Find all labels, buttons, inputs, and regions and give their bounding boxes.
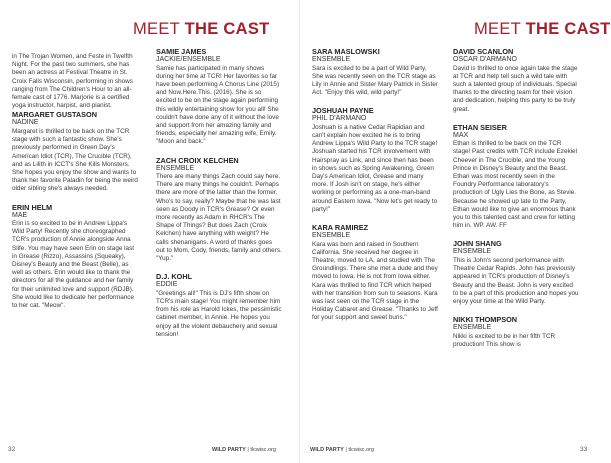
footer-site: tlcwisc.org — [348, 447, 374, 453]
cast-bio: Nikki is excited to be in her fifth TCR production! This show is — [453, 332, 556, 348]
left-column-2 — [156, 47, 282, 348]
cast-name: JOSHUAH PAYNE — [312, 106, 374, 116]
cast-entry — [312, 106, 438, 214]
cast-entry — [453, 123, 579, 231]
footer-separator: | — [247, 447, 249, 453]
cast-entry — [12, 110, 138, 193]
header-meet: MEET — [474, 20, 521, 38]
cast-role: ENSEMBLE — [312, 232, 351, 240]
cast-name: SARA MASLOWSKI — [312, 47, 380, 56]
cast-role: PHIL D'ARMANO — [312, 115, 367, 123]
cast-role: ENSEMBLE — [453, 248, 492, 256]
cast-bio: David is thrilled to once again take the stage at TCR and help tell such a wild tale with such a talented group of individuals. Special thanks to the directing team for their vision and dedication, helping this party to be truly great. — [453, 64, 578, 113]
cast-bio: This is John's second performance with Theatre Cedar Rapids. John has previously appeared in TCR's production of Disney's Beauty and the Beast. John is very excited to be a part of this production and hopes you enjoy your time at the Wild Party. — [453, 256, 579, 305]
cast-name: NIKKI THOMPSON — [453, 315, 518, 325]
cast-name: ERIN HELM — [12, 202, 53, 212]
page-number-right: 33 — [580, 446, 588, 453]
cast-bio: Joshuah is a native Cedar Rapidian and can't explain how excited he is to bring Andrew Lippa's Wild Party to the TCR stage! Joshuah started his TCR involvement with Hairspray as Link, and since then has been in shows such as Spring Awakening, Green Day's American Idiot, Grease and many more. If Josh isn't on stage, he's either working or performing as a one-man-band around Eastern Iowa. "Now let's get ready to party!" — [312, 123, 438, 213]
page-header-left — [133, 20, 270, 39]
cast-bio: There are many things Zach could say here. There are many things he couldn't. Perhaps there are more of the latter than the former. Who's to say, really? Maybe that he was last seen as Doody in TCR's Grease? Or even more recently as Adam in RHCR's The Shape of Things? But does Zach (Croix Kelchen) have anything with weight? He calls shenanigans. A word of thanks goes out to Mom, Cody, friends, family and others. "Yup." — [156, 173, 282, 263]
cast-name: D.J. KOHL — [156, 272, 193, 282]
footer-title: WILD PARTY — [310, 447, 344, 453]
page-number-left: 32 — [8, 446, 16, 453]
right-page — [300, 0, 611, 463]
cast-entry — [156, 47, 282, 147]
cast-role: MAE — [12, 211, 28, 219]
footer-site: tlcwisc.org — [250, 447, 276, 453]
left-page — [0, 0, 300, 463]
cast-role: EDDIE — [156, 281, 178, 289]
cast-entry — [312, 223, 438, 323]
cast-name: KARA RAMIREZ — [312, 223, 369, 233]
footer-separator: | — [345, 447, 347, 453]
header-cast: THE CAST — [184, 20, 270, 38]
cast-name: MARGARET GUSTASON — [12, 110, 97, 120]
footer-right — [310, 447, 374, 453]
cast-entry — [312, 47, 438, 97]
cast-role: MAX — [453, 131, 469, 139]
cast-name: ZACH CROIX KELCHEN — [156, 155, 239, 165]
cast-name: JOHN SHANG — [453, 239, 502, 249]
cast-bio: Kara was born and raised in Southern California. She received her degree in Theatre, moved to LA, and studied with The Groundlings. There she met a dude and they moved to Iowa. He is not from Iowa either. Kara was thrilled to find TCR which helped with her transition from sun to seasons. Kara was last seen on the TCR stage in the Holiday Cabaret and Grease. "Thanks to Jeff for your support and sweet buns." — [312, 240, 438, 322]
footer-left — [212, 447, 276, 453]
cast-role: ENSEMBLE — [156, 164, 195, 172]
cast-name: SAMIE JAMES — [156, 47, 207, 56]
cast-bio: Erin is so excited to be in Andrew Lippa's Wild Party! Recently she choreographed TCR's production of Annie alongside Anna Slife. You may have seen Erin on stage last in Grease (Rizzo), Assassins (Squeaky), Disney's Beauty and the Beast (Belle), as well as others. Erin would like to thank the directors for all the guidance and her family for their unlimited love and support (RDJB). She would like to dedicate her performance to her cat. "Meow". — [12, 220, 135, 310]
cast-entry — [453, 315, 579, 349]
page-header-right — [474, 20, 611, 39]
cast-name: DAVID SCANLON — [453, 47, 514, 56]
cast-role: OSCAR D'ARMANO — [453, 56, 517, 63]
cast-entry — [156, 272, 282, 339]
cast-role: ENSEMBLE — [312, 56, 351, 63]
cast-bio: Margaret is thrilled to be back on the TCR stage with such a fantastic show. She's previously performed in Green Day's American Idiot (TCR), The Crucible (TCR), and as Lilith in ICCT's She Kills Monsters. She hopes you enjoy the show and wants to thank her favorite Paladin for being the weird older sibling she's always needed. — [12, 127, 138, 193]
cast-name: ETHAN SEISER — [453, 122, 507, 132]
cast-entry — [453, 239, 579, 306]
header-meet: MEET — [133, 20, 180, 38]
footer-title: WILD PARTY — [212, 447, 246, 453]
cast-entry — [453, 47, 579, 114]
right-column-2 — [453, 47, 579, 358]
header-cast: THE CAST — [525, 20, 611, 38]
cast-bio: Sara is excited to be a part of Wild Party. She was recently seen on the TCR stage as Lily in Annie and Sister Mary Patrick in Sister Act. "Enjoy this wild, wild party!" — [312, 64, 438, 97]
cast-role: ENSEMBLE — [453, 324, 492, 332]
left-column-1 — [12, 53, 138, 319]
cast-bio: Samie has participated in many shows during her time at TCR! Her favorites so far have been performing A Chorus Line (2015) and Now.Here.This. (2016). She is so excited to be on the stage again performing this wildly entertaining show for you all! She couldn't have done any of it without the love and support from her amazing family and friends, especially her amazing wife, Emily. "Moon and back." — [156, 64, 280, 146]
cast-entry — [156, 156, 282, 264]
cast-role: NADINE — [12, 119, 39, 127]
cast-bio: "Greetings all!" This is DJ's fifth show on TCR's main stage! You might remember him from his role as Harold Ickes, the pessimistic cabinet member, in Annie. He hopes you enjoy all the violent debauchery and sexual tension! — [156, 289, 282, 338]
right-column-1 — [312, 47, 438, 332]
cast-entry — [12, 203, 138, 311]
cast-role: JACKIE/ENSEMBLE — [156, 56, 221, 63]
cast-bio: Ethan is thrilled to be back on the TCR stage! Past credits with TCR include Ezekiel Cheever in The Crucible, and the Young Prince in Disney's Beauty and the Beast. Ethan was most recently seen in the Foundry Performance laboratory's production of Ugly Lies the Bone, as Stevie. Because he showed up late to the Party, Ethan would like to give an enormous thank you to this talented cast and crew for letting him in. WP. AW. FF — [453, 140, 577, 230]
bio-continuation: in The Trojan Women, and Feste in Twelfth Night. For the past two summers, she has been an actress at Festival Theatre in St. Croix Falls Wisconsin, performing in shows ranging from The Children's Hour to an all-female cast of 1776. Marjorie is a certified yoga instructor, harpist, and pianist. — [12, 53, 133, 110]
